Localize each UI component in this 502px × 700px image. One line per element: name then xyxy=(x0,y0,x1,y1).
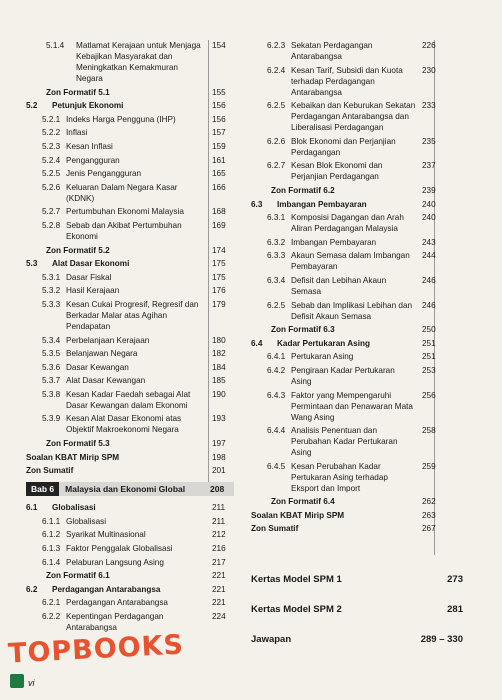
toc-entry[interactable] xyxy=(251,510,444,521)
entry-number: 6.1 xyxy=(26,503,38,513)
entry-page: 168 xyxy=(212,207,226,217)
toc-entry[interactable] xyxy=(26,452,234,463)
entry-page: 161 xyxy=(212,155,226,165)
chapter-tag: Bab 6 xyxy=(26,482,59,496)
toc-entry[interactable] xyxy=(26,141,234,152)
toc-entry[interactable] xyxy=(26,413,234,435)
toc-entry[interactable] xyxy=(26,285,234,296)
entry-title: Analisis Penentuan dan Perubahan Kadar Pertukaran Asing xyxy=(291,426,398,458)
toc-entry[interactable] xyxy=(26,516,234,527)
entry-title: Pengangguran xyxy=(66,155,120,165)
entry-number: 5.2.6 xyxy=(42,182,61,192)
entry-title: Zon Formatif 5.2 xyxy=(46,245,110,255)
toc-entry[interactable] xyxy=(26,543,234,554)
entry-number: 5.3.3 xyxy=(42,299,61,309)
entry-title: Keluaran Dalam Negara Kasar (KDNK) xyxy=(66,182,178,203)
entry-page: 197 xyxy=(212,439,226,449)
toc-entry[interactable] xyxy=(251,523,444,534)
entry-page: 253 xyxy=(422,365,436,375)
entry-title: Zon Formatif 6.4 xyxy=(271,497,335,507)
toc-entry[interactable] xyxy=(26,127,234,138)
entry-number: 6.4.3 xyxy=(267,390,286,400)
entry-number: 5.2.4 xyxy=(42,155,61,165)
toc-entry[interactable] xyxy=(251,390,444,423)
entry-page: 211 xyxy=(212,503,226,513)
entry-title: Perdagangan Antarabangsa xyxy=(52,584,161,594)
toc-entry[interactable] xyxy=(251,65,444,98)
entry-page: 246 xyxy=(422,300,436,310)
entry-number: 5.3.5 xyxy=(42,349,61,359)
entry-number: 5.1.4 xyxy=(46,41,65,50)
entry-page: 221 xyxy=(212,571,226,581)
entry-page: 239 xyxy=(422,185,436,195)
entry-title: Kepentingan Perdagangan Antarabangsa xyxy=(66,612,164,632)
extra-page: 281 xyxy=(447,604,463,615)
toc-entry[interactable] xyxy=(251,365,444,387)
toc-entry[interactable] xyxy=(251,425,444,458)
entry-number: 5.2.2 xyxy=(42,128,61,138)
entry-number: 5.3.4 xyxy=(42,335,61,345)
entry-page: 217 xyxy=(212,557,226,567)
entry-title: Pertukaran Asing xyxy=(291,352,354,362)
toc-entry[interactable] xyxy=(251,300,444,322)
entry-title: Faktor yang Mempengaruhi Permintaan dan Penawaran Mata Wang Asing xyxy=(291,390,413,422)
entry-page: 193 xyxy=(212,414,226,424)
entry-number: 6.4.2 xyxy=(267,365,286,375)
entry-page: 176 xyxy=(212,286,226,296)
toc-entry[interactable] xyxy=(251,199,444,210)
entry-page: 259 xyxy=(422,461,436,471)
entry-page: 157 xyxy=(212,128,226,138)
toc-entry[interactable] xyxy=(251,185,444,196)
chapter-banner[interactable] xyxy=(26,482,234,496)
entry-title: Kadar Pertukaran Asing xyxy=(277,338,370,348)
entry-title: Sekatan Perdagangan Antarabangsa xyxy=(291,41,373,61)
entry-title: Belanjawan Negara xyxy=(66,349,138,359)
extra-page: 289 – 330 xyxy=(420,634,463,645)
toc-entry[interactable] xyxy=(26,438,234,449)
entry-title: Pelaburan Langsung Asing xyxy=(66,557,164,567)
entry-page: 243 xyxy=(422,237,436,247)
entry-number: 6.4.1 xyxy=(267,352,286,362)
entry-number: 5.3.2 xyxy=(42,286,61,296)
entry-number: 6.4.4 xyxy=(267,426,286,436)
entry-title: Kesan Perubahan Kadar Pertukaran Asing terhadap Eksport dan Import xyxy=(291,461,388,493)
entry-title: Kesan Inflasi xyxy=(66,141,113,151)
entry-title: Globalisasi xyxy=(52,503,96,513)
entry-page: 246 xyxy=(422,275,436,285)
entry-page: 221 xyxy=(212,584,226,594)
entry-number: 6.1.2 xyxy=(42,530,61,540)
chapter-title: Malaysia dan Ekonomi Global xyxy=(65,484,186,495)
entry-page: 166 xyxy=(212,182,226,192)
entry-number: 6.3.1 xyxy=(267,213,286,223)
entry-title: Kebaikan dan Keburukan Sekatan Perdagangan Antarabangsa dan Liberalisasi Perdagangan xyxy=(291,101,416,133)
toc-entry[interactable] xyxy=(26,155,234,166)
logo-part-a: TOP xyxy=(7,635,74,670)
entry-page: 216 xyxy=(212,544,226,554)
toc-entry[interactable] xyxy=(26,182,234,204)
entry-title: Kesan Cukai Progresif, Regresif dan Berkadar Malar atas Agihan Pendapatan xyxy=(66,299,199,331)
entry-page: 250 xyxy=(422,325,436,335)
entry-number: 6.2 xyxy=(26,584,38,594)
entry-title: Jenis Pengangguran xyxy=(66,169,142,179)
entry-number: 6.2.4 xyxy=(267,65,286,75)
entry-title: Akaun Semasa dalam Imbangan Pembayaran xyxy=(291,251,410,272)
entry-number: 6.4 xyxy=(251,338,263,348)
entry-title: Zon Formatif 5.3 xyxy=(46,439,110,449)
entry-title: Zon Sumatif xyxy=(26,466,74,476)
entry-page: 175 xyxy=(212,259,226,269)
entry-title: Dasar Kewangan xyxy=(66,362,129,372)
entry-page: 230 xyxy=(422,65,436,75)
entry-title: Imbangan Pembayaran xyxy=(291,237,377,247)
toc-left-column xyxy=(26,40,234,636)
entry-number: 5.3.1 xyxy=(42,272,61,282)
entry-number: 5.2.3 xyxy=(42,141,61,151)
extra-title: Kertas Model SPM 1 xyxy=(251,574,342,585)
entry-page: 267 xyxy=(422,524,436,534)
entry-number: 5.2.5 xyxy=(42,169,61,179)
entry-number: 6.3.2 xyxy=(267,237,286,247)
entry-number: 6.2.2 xyxy=(42,612,61,621)
toc-entry[interactable] xyxy=(26,465,234,476)
toc-entry[interactable] xyxy=(251,212,444,234)
toc-entry[interactable] xyxy=(251,100,444,133)
toc-entry[interactable] xyxy=(251,496,444,507)
toc-entry[interactable] xyxy=(26,206,234,217)
entry-title: Kesan Blok Ekonomi dan Perjanjian Perdagangan xyxy=(291,161,383,182)
entry-title: Komposisi Dagangan dan Arah Aliran Perdagangan Malaysia xyxy=(291,213,404,234)
entry-title: Blok Ekonomi dan Perjanjian Perdagangan xyxy=(291,136,396,157)
entry-title: Imbangan Pembayaran xyxy=(277,199,367,209)
entry-title: Petunjuk Ekonomi xyxy=(52,101,124,111)
entry-page: 175 xyxy=(212,272,226,282)
entry-page: 240 xyxy=(422,213,436,223)
toc-entry[interactable] xyxy=(251,324,444,335)
entry-page: 154 xyxy=(212,41,226,50)
entry-number: 6.1.3 xyxy=(42,544,61,554)
entry-title: Kesan Kadar Faedah sebagai Alat Dasar Kewangan dalam Ekonomi xyxy=(66,389,191,410)
entry-title: Perdagangan Antarabangsa xyxy=(66,598,168,608)
entry-page: 182 xyxy=(212,349,226,359)
entry-title: Defisit dan Lebihan Akaun Semasa xyxy=(291,275,387,296)
entry-page: 156 xyxy=(212,114,226,124)
entry-title: Faktor Penggalak Globalisasi xyxy=(66,544,173,554)
entry-title: Soalan KBAT Mirip SPM xyxy=(26,452,120,462)
entry-number: 5.2 xyxy=(26,101,38,111)
entry-page: 169 xyxy=(212,220,226,230)
entry-title: Kesan Alat Dasar Ekonomi atas Objektif Makroekonomi Negara xyxy=(66,414,182,435)
entry-page: 224 xyxy=(212,612,226,621)
entry-title: Indeks Harga Pengguna (IHP) xyxy=(66,114,176,124)
entry-number: 6.2.7 xyxy=(267,161,286,171)
entry-page: 221 xyxy=(212,598,226,608)
entry-page: 185 xyxy=(212,376,226,386)
toc-entry[interactable] xyxy=(26,375,234,386)
entry-page: 179 xyxy=(212,299,226,309)
entry-page: 159 xyxy=(212,141,226,151)
entry-page: 263 xyxy=(422,510,436,520)
entry-page: 174 xyxy=(212,245,226,255)
entry-page: 235 xyxy=(422,136,436,146)
entry-page: 251 xyxy=(422,352,436,362)
entry-number: 6.2.5 xyxy=(267,300,286,310)
toc-entry[interactable] xyxy=(26,220,234,242)
entry-page: 211 xyxy=(212,516,226,526)
entry-page: 226 xyxy=(422,41,436,50)
entry-page: 212 xyxy=(212,530,226,540)
chapter-page: 208 xyxy=(210,484,225,495)
entry-page: 240 xyxy=(422,199,436,209)
entry-page: 198 xyxy=(212,452,226,462)
toc-entry[interactable] xyxy=(26,299,234,332)
toc-entry[interactable] xyxy=(251,40,444,62)
toc-entry[interactable] xyxy=(26,114,234,125)
toc-entry[interactable] xyxy=(251,275,444,297)
extra-page: 273 xyxy=(447,574,463,585)
toc-entry[interactable] xyxy=(251,136,444,158)
entry-title: Zon Formatif 6.2 xyxy=(271,185,335,195)
entry-title: Hasil Kerajaan xyxy=(66,286,120,296)
entry-page: 184 xyxy=(212,362,226,372)
entry-title: Sebab dan Implikasi Lebihan dan Defisit Akaun Semasa xyxy=(291,300,413,321)
entry-page: 156 xyxy=(212,101,226,111)
entry-number: 6.3.3 xyxy=(267,251,286,261)
entry-number: 5.3.8 xyxy=(42,389,61,399)
entry-page: 262 xyxy=(422,497,436,507)
toc-entry[interactable] xyxy=(26,597,234,608)
toc-entry[interactable] xyxy=(26,570,234,581)
entry-page: 165 xyxy=(212,169,226,179)
entry-page: 256 xyxy=(422,390,436,400)
entry-title: Zon Sumatif xyxy=(251,524,299,534)
entry-number: 5.3.9 xyxy=(42,414,61,424)
entry-title: Dasar Fiskal xyxy=(66,272,112,282)
toc-entry[interactable] xyxy=(251,461,444,494)
toc-entry[interactable] xyxy=(26,168,234,179)
toc-entry[interactable] xyxy=(26,389,234,411)
toc-entry[interactable] xyxy=(26,502,234,513)
entry-title: Pertumbuhan Ekonomi Malaysia xyxy=(66,207,184,217)
entry-title: Zon Formatif 6.1 xyxy=(46,571,110,581)
extra-title: Jawapan xyxy=(251,634,292,645)
logo-part-b: BOOKS xyxy=(71,629,185,667)
entry-page: 190 xyxy=(212,389,226,399)
entry-title: Globalisasi xyxy=(66,516,107,526)
entry-title: Alat Dasar Ekonomi xyxy=(52,259,130,269)
toc-right-column xyxy=(251,40,444,537)
toc-entry[interactable] xyxy=(26,245,234,256)
toc-entry[interactable] xyxy=(251,160,444,182)
entry-number: 6.4.5 xyxy=(267,461,286,471)
entry-number: 5.2.8 xyxy=(42,220,61,230)
entry-title: Syarikat Multinasional xyxy=(66,530,146,540)
toc-entry[interactable] xyxy=(26,272,234,283)
toc-entry[interactable] xyxy=(26,529,234,540)
entry-number: 6.2.3 xyxy=(267,41,286,50)
toc-entry[interactable] xyxy=(26,100,234,111)
entry-title: Perbelanjaan Kerajaan xyxy=(66,335,150,345)
entry-number: 6.1.1 xyxy=(42,516,61,526)
toc-entry[interactable] xyxy=(26,87,234,98)
entry-number: 5.2.1 xyxy=(42,114,61,124)
entry-page: 201 xyxy=(212,466,226,476)
entry-page: 180 xyxy=(212,335,226,345)
entry-title: Sebab dan Akibat Pertumbuhan Ekonomi xyxy=(66,220,182,241)
entry-page: 233 xyxy=(422,101,436,111)
entry-title: Kesan Tarif, Subsidi dan Kuota terhadap Perdagangan Antarabangsa xyxy=(291,65,403,97)
toc-entry[interactable] xyxy=(26,258,234,269)
entry-number: 6.3.4 xyxy=(267,275,286,285)
entry-number: 6.3 xyxy=(251,199,263,209)
toc-entry[interactable] xyxy=(26,40,234,84)
entry-number: 5.3 xyxy=(26,259,38,269)
entry-title: Zon Formatif 5.1 xyxy=(46,87,110,97)
entry-title: Inflasi xyxy=(66,128,88,138)
toc-entry[interactable] xyxy=(26,335,234,346)
entry-page: 237 xyxy=(422,161,436,171)
entry-page: 258 xyxy=(422,426,436,436)
entry-page: 244 xyxy=(422,251,436,261)
corner-mark-icon xyxy=(10,674,24,688)
entry-number: 5.3.6 xyxy=(42,362,61,372)
entry-number: 6.1.4 xyxy=(42,557,61,567)
entry-page: 155 xyxy=(212,87,226,97)
entry-number: 6.2.1 xyxy=(42,598,61,608)
entry-title: Alat Dasar Kewangan xyxy=(66,376,146,386)
extra-title: Kertas Model SPM 2 xyxy=(251,604,342,615)
entry-page: 251 xyxy=(422,338,436,348)
entry-title: Pengiraan Kadar Pertukaran Asing xyxy=(291,365,395,386)
entry-title: Matlamat Kerajaan untuk Menjaga Kebajikan Masyarakat dan Meningkatkan Kemakmuran Negara xyxy=(76,41,201,83)
entry-title: Soalan KBAT Mirip SPM xyxy=(251,510,345,520)
page-number: vi xyxy=(28,678,35,688)
entry-number: 6.2.5 xyxy=(267,101,286,111)
toc-entry[interactable] xyxy=(251,250,444,272)
entry-number: 5.3.7 xyxy=(42,376,61,386)
toc-entry[interactable] xyxy=(26,362,234,373)
entry-number: 6.2.6 xyxy=(267,136,286,146)
toc-entry[interactable] xyxy=(251,237,444,248)
toc-entry[interactable] xyxy=(26,557,234,568)
toc-entry[interactable] xyxy=(26,348,234,359)
toc-entry[interactable] xyxy=(251,351,444,362)
toc-entry[interactable] xyxy=(26,584,234,595)
toc-entry[interactable] xyxy=(26,611,234,633)
entry-title: Zon Formatif 6.3 xyxy=(271,325,335,335)
toc-entry[interactable] xyxy=(251,338,444,349)
entry-number: 5.2.7 xyxy=(42,207,61,217)
